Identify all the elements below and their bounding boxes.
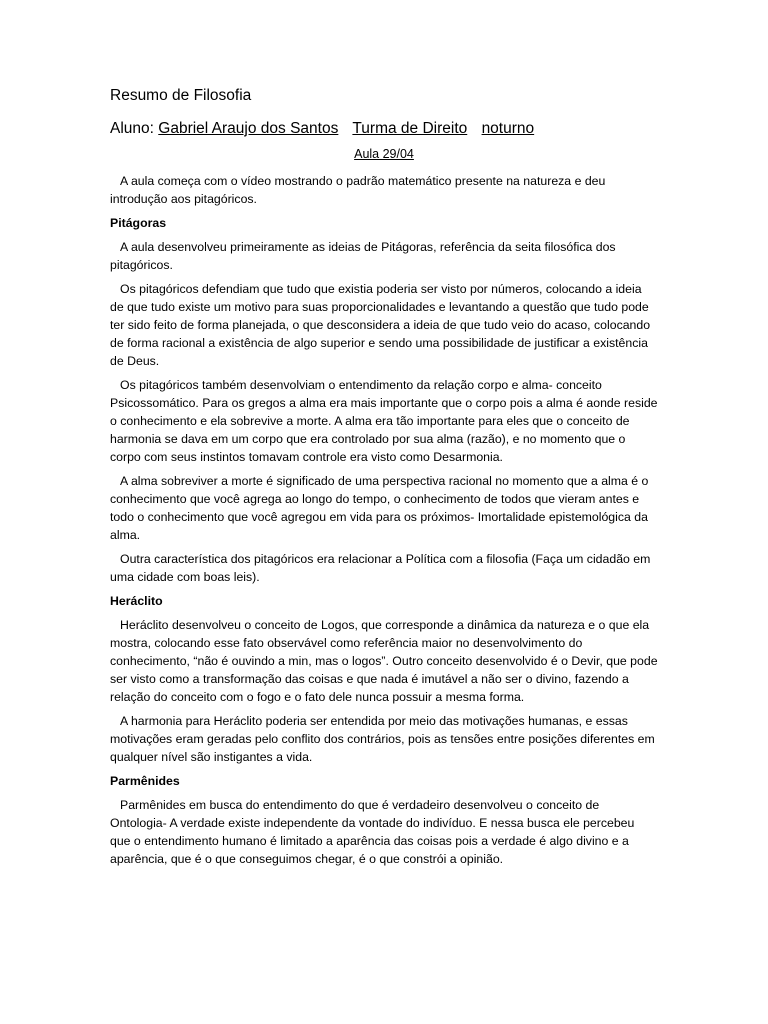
section-heading: Heráclito: [110, 594, 163, 608]
document-page: [110, 86, 658, 874]
student-line: [110, 118, 658, 140]
section-heading: Parmênides: [110, 774, 180, 788]
paragraph: Os pitagóricos também desenvolviam o entendimento da relação corpo e alma- conceito Psicossomático. Para os gregos a alma era mais importante que o corpo pois a alma é aonde reside o conhecimento e ela sobrevive a morte. A alma era tão importante para eles que o conceito de harmonia se dava em um corpo que era controlado por sua alma (razão), e no momento que o corpo com seus instintos tomavam controle era visto como Desarmonia.: [110, 378, 658, 464]
class-name: Turma de Direito: [352, 120, 468, 137]
paragraph: Heráclito desenvolveu o conceito de Logos, que corresponde a dinâmica da natureza e o que ela mostra, colocando esse fato observável como referência maior no desenvolvimento do conhecimento, “não é ouvindo a min, mas o logos”. Outro conceito desenvolvido é o Devir, que pode ser visto como a transformação das coisas e que nada é imutável a não ser o divino, fazendo a relação do conceito com o fogo e o fato dele nunca possuir a mesma forma.: [110, 618, 658, 704]
student-name: Gabriel Araujo dos Santos: [158, 120, 339, 137]
section-heading: Pitágoras: [110, 216, 167, 230]
paragraph: A aula começa com o vídeo mostrando o padrão matemático presente na natureza e deu introdução aos pitagóricos.: [110, 174, 606, 206]
paragraph: Parmênides em busca do entendimento do que é verdadeiro desenvolveu o conceito de Ontologia- A verdade existe independente da vontade do indivíduo. E nessa busca ele percebeu que o entendimento humano é limitado a aparência das coisas pois a verdade é algo divino e a aparência, que é o que conseguimos chegar, é o que constrói a opinião.: [110, 798, 635, 866]
paragraph: A harmonia para Heráclito poderia ser entendida por meio das motivações humanas, e essas motivações eram geradas pelo conflito dos contrários, pois as tensões entre posições diferentes em qualquer nível são instigantes a vida.: [110, 714, 655, 764]
document-title: Resumo de Filosofia: [110, 87, 252, 104]
paragraph: Outra característica dos pitagóricos era relacionar a Política com a filosofia (Faça um cidadão em uma cidade com boas leis).: [110, 552, 651, 584]
document-body: [110, 172, 658, 868]
shift: noturno: [481, 120, 535, 137]
date-heading: Aula 29/04: [354, 147, 414, 161]
paragraph: A alma sobreviver a morte é significado de uma perspectiva racional no momento que a alma é o conhecimento que você agrega ao longo do tempo, o conhecimento de todos que vieram antes e todo o conhecimento que você agregou em vida para os próximos- Imortalidade epistemológica da alma.: [110, 474, 649, 542]
student-label: Aluno:: [110, 120, 154, 137]
paragraph: Os pitagóricos defendiam que tudo que existia poderia ser visto por números, colocando a ideia de que tudo existe um motivo para suas proporcionalidades e levantando a questão que tudo pode ter sido feito de forma planejada, o que desconsidera a ideia de que tudo veio do acaso, colocando de forma racional a existência de algo superior e sendo uma possibilidade de justificar a existência de Deus.: [110, 282, 651, 368]
paragraph: A aula desenvolveu primeiramente as ideias de Pitágoras, referência da seita filosófica dos pitagóricos.: [110, 240, 616, 272]
